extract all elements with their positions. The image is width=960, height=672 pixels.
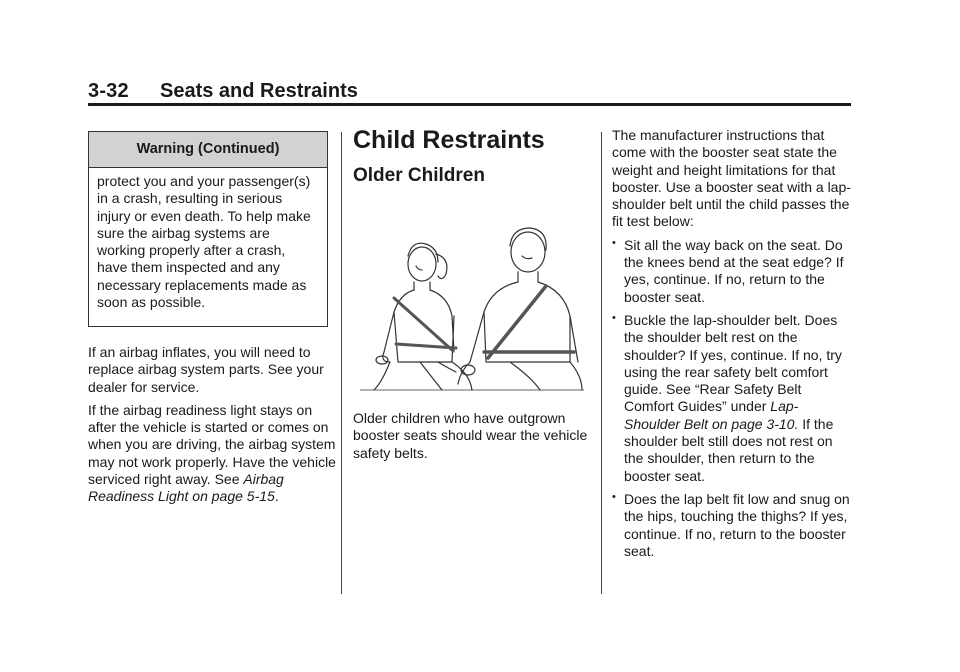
warning-title: Warning (Continued) (89, 132, 327, 168)
list-item: • Does the lap belt fit low and snug on the hips, touching the thighs? If yes, continue. If no, return to the booster seat. (612, 490, 850, 559)
subsection-heading: Older Children (353, 165, 485, 186)
section-heading: Child Restraints (353, 126, 545, 154)
page-number: 3-32 (88, 80, 129, 102)
older-children-illustration (360, 212, 584, 394)
left-column (88, 344, 336, 512)
bullet-icon: • (612, 490, 616, 503)
readiness-light-paragraph: If the airbag readiness light stays on after the vehicle is started or comes on when you are driving, the airbag system may not work properly. Have the vehicle serviced right away. See Airbag Readiness Light on page 5‑15. (88, 401, 336, 505)
warning-box (88, 131, 328, 327)
lap-shoulder-belt-link[interactable]: Lap-Shoulder Belt on page 3‑10. (624, 398, 799, 432)
header-rule (88, 103, 851, 106)
warning-body: protect you and your passenger(s) in a crash, resulting in serious injury or even death. To help make sure the airbag systems are working properly after a crash, have them inspected and any necessary replacements made as soon as possible. (97, 173, 311, 311)
booster-intro-paragraph: The manufacturer instructions that come with the booster seat state the weight and height limitations for that booster. Use a booster seat with a lap-shoulder belt until the child passes the fit test below: (612, 127, 851, 230)
bullet-icon: • (612, 311, 616, 324)
girl-figure (374, 243, 472, 390)
fit-test-list (612, 237, 852, 560)
bullet-icon: • (612, 236, 616, 249)
airbag-readiness-link[interactable]: Airbag Readiness Light on page 5‑15 (88, 471, 284, 505)
right-column (612, 127, 852, 566)
airbag-inflates-paragraph: If an airbag inflates, you will need to replace airbag system parts. See your dealer for service. (88, 344, 324, 395)
column-divider-left (341, 132, 342, 594)
column-divider-right (601, 132, 602, 594)
middle-column (353, 410, 593, 468)
boy-figure (458, 228, 582, 390)
older-children-paragraph: Older children who have outgrown booster seats should wear the vehicle safety belts. (353, 410, 588, 461)
list-item: • Buckle the lap-shoulder belt. Does the shoulder belt rest on the shoulder? If yes, continue. If no, try using the rear safety belt comfort guide. See “Rear Safety Belt Comfort Guides” under Lap-Shoulder Belt on page 3‑10. If the shoulder belt still does not rest on the shoulder, then return to the booster seat. (612, 311, 842, 484)
list-item: • Sit all the way back on the seat. Do the knees bend at the seat edge? If yes, continue. If no, return to the booster seat. (612, 236, 844, 305)
section-title: Seats and Restraints (160, 80, 358, 102)
